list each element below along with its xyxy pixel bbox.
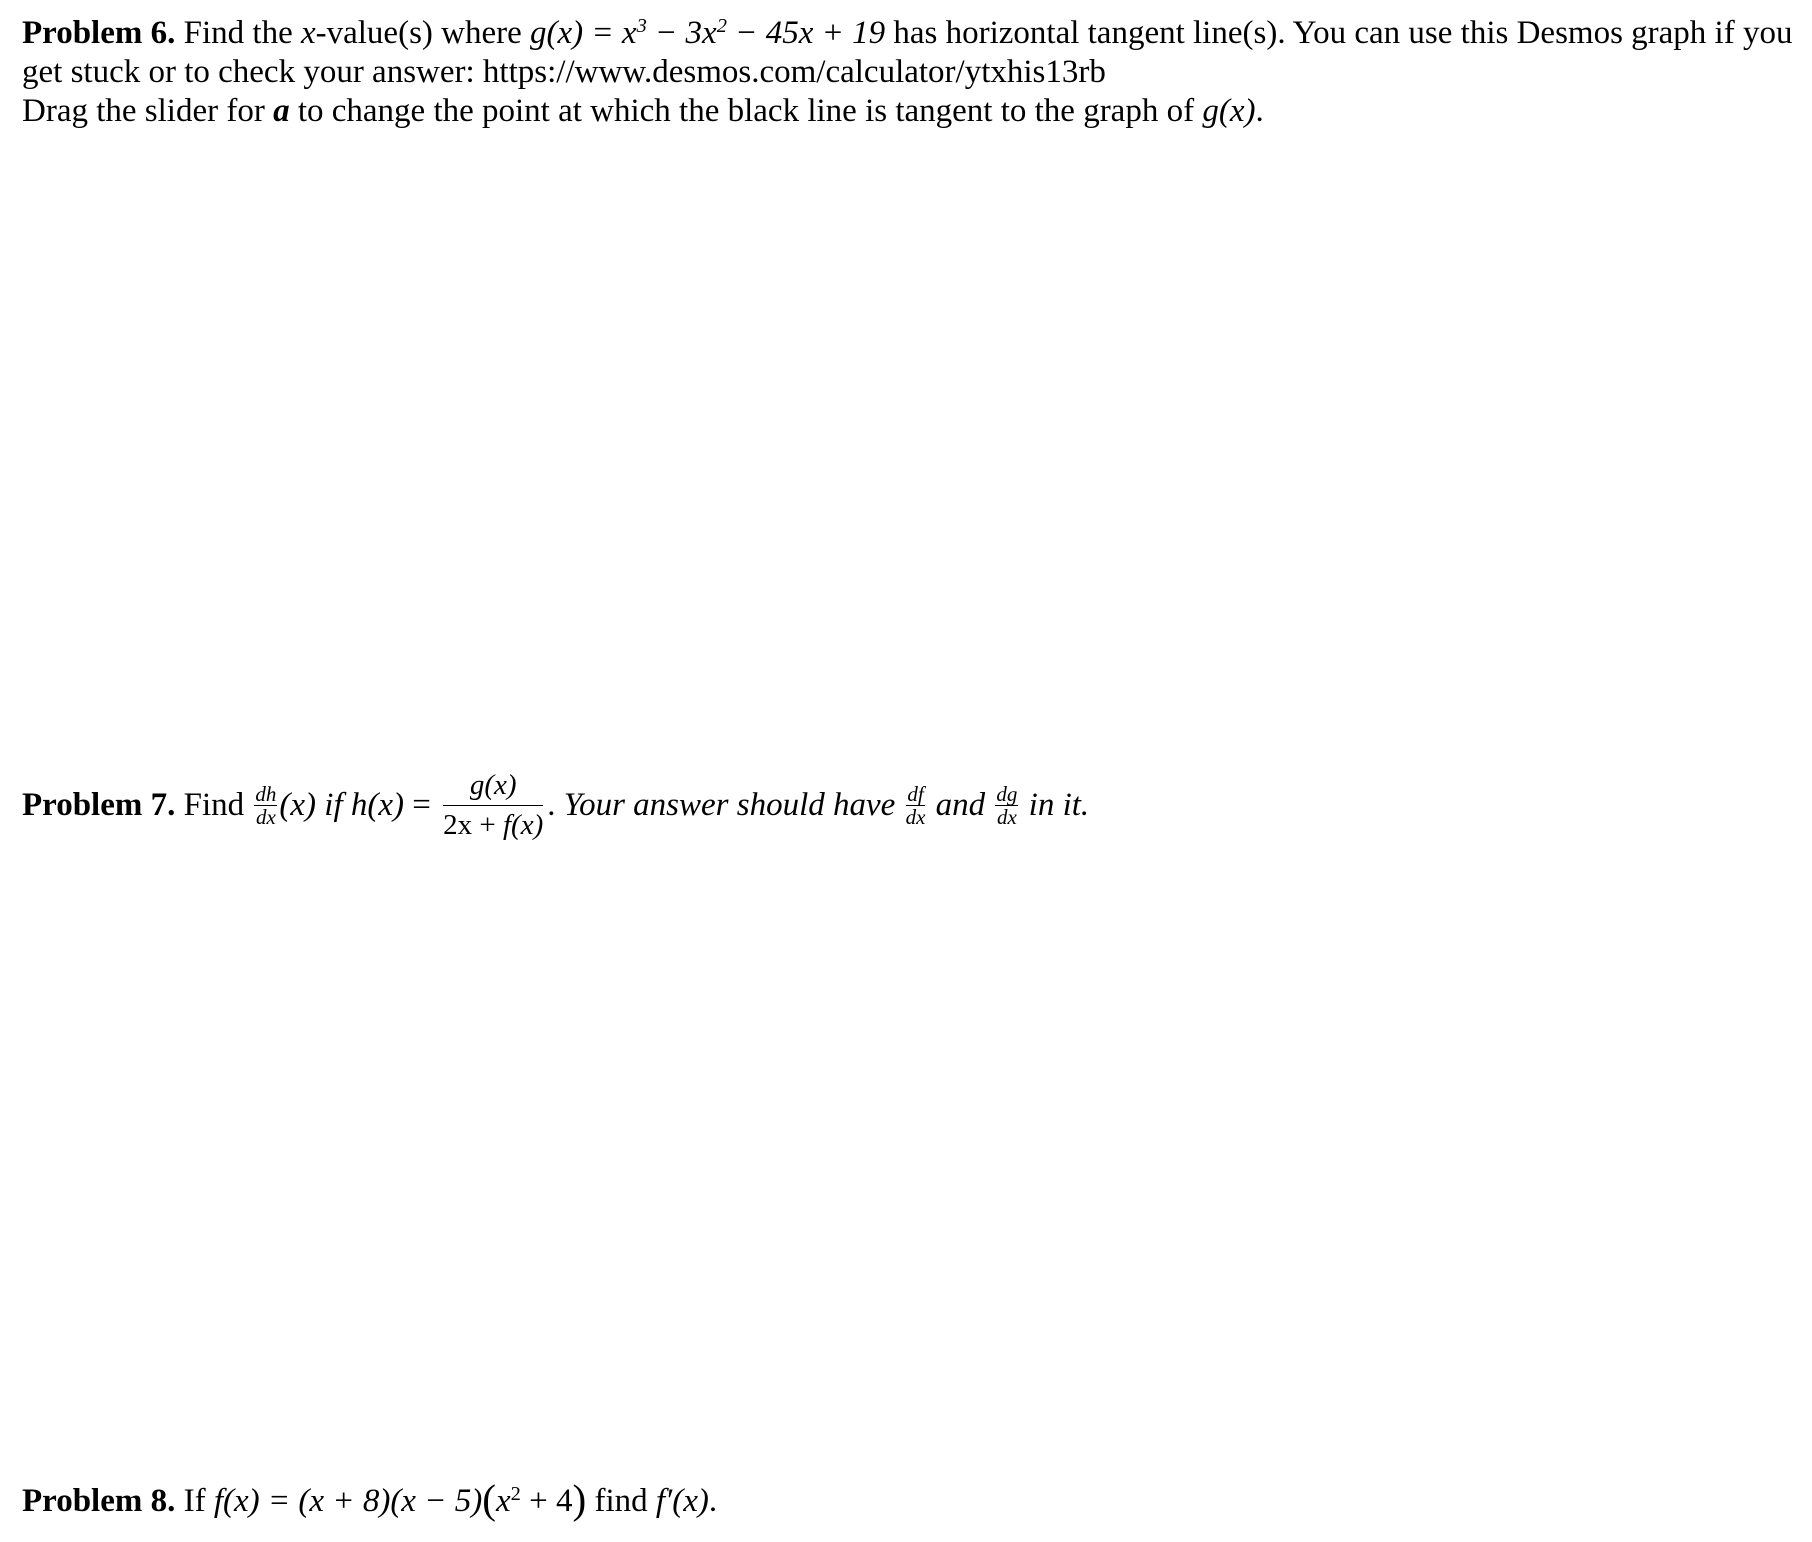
problem-7-label: Problem 7. xyxy=(22,786,176,823)
df-dx-fraction: $\frac{df}{dx}$ xyxy=(905,781,926,829)
g-function-expression: $g(x) = x^3 - 3x^2 - 45x + 19$ xyxy=(530,14,886,51)
problem-6 xyxy=(22,14,1802,131)
problem-8: Problem 8. If $f(x) = (x + 8)(x - 5)(x^2 + 4)$ find f′(x). xyxy=(22,1476,718,1522)
problem-8-label: Problem 8. xyxy=(22,1483,176,1519)
f-expression: = (x + 8)(x − 5) xyxy=(259,1483,483,1519)
h-fraction: $\frac{g(x)}{2x + f(x)}$ xyxy=(443,769,544,841)
problem-6-label: Problem 6. xyxy=(22,15,176,51)
dg-dx-fraction: $\frac{dg}{dx}$ xyxy=(996,781,1018,829)
problem-7: Problem 7. Find $\frac{dh}{dx}$ (x) if h(x) = $\frac{g(x)}{2x + f(x)}$ . Your answer should have $\frac{df}{dx}$ and $\frac{dg}{dx}$ in it. xyxy=(22,769,1090,841)
problem-7-instruction: Your answer should have $\frac{df}{dx}$ and $\frac{dg}{dx}$ in it. xyxy=(555,781,1090,829)
problem-6-line-1: Problem 6. Find the x-value(s) where $g(x) = x^3 - 3x^2 - 45x + 19$ has horizontal tangent line(s). You can use this Desmos graph if you xyxy=(22,14,1793,51)
problem-6-line-2: get stuck or to check your answer: https://www.desmos.com/calculator/ytxhis13rb xyxy=(22,53,1106,90)
problem-6-line-3: Drag the slider for a to change the point at which the black line is tangent to the graph of g(x). xyxy=(22,92,1264,129)
dh-dx-fraction: $\frac{dh}{dx}$ xyxy=(255,781,277,829)
